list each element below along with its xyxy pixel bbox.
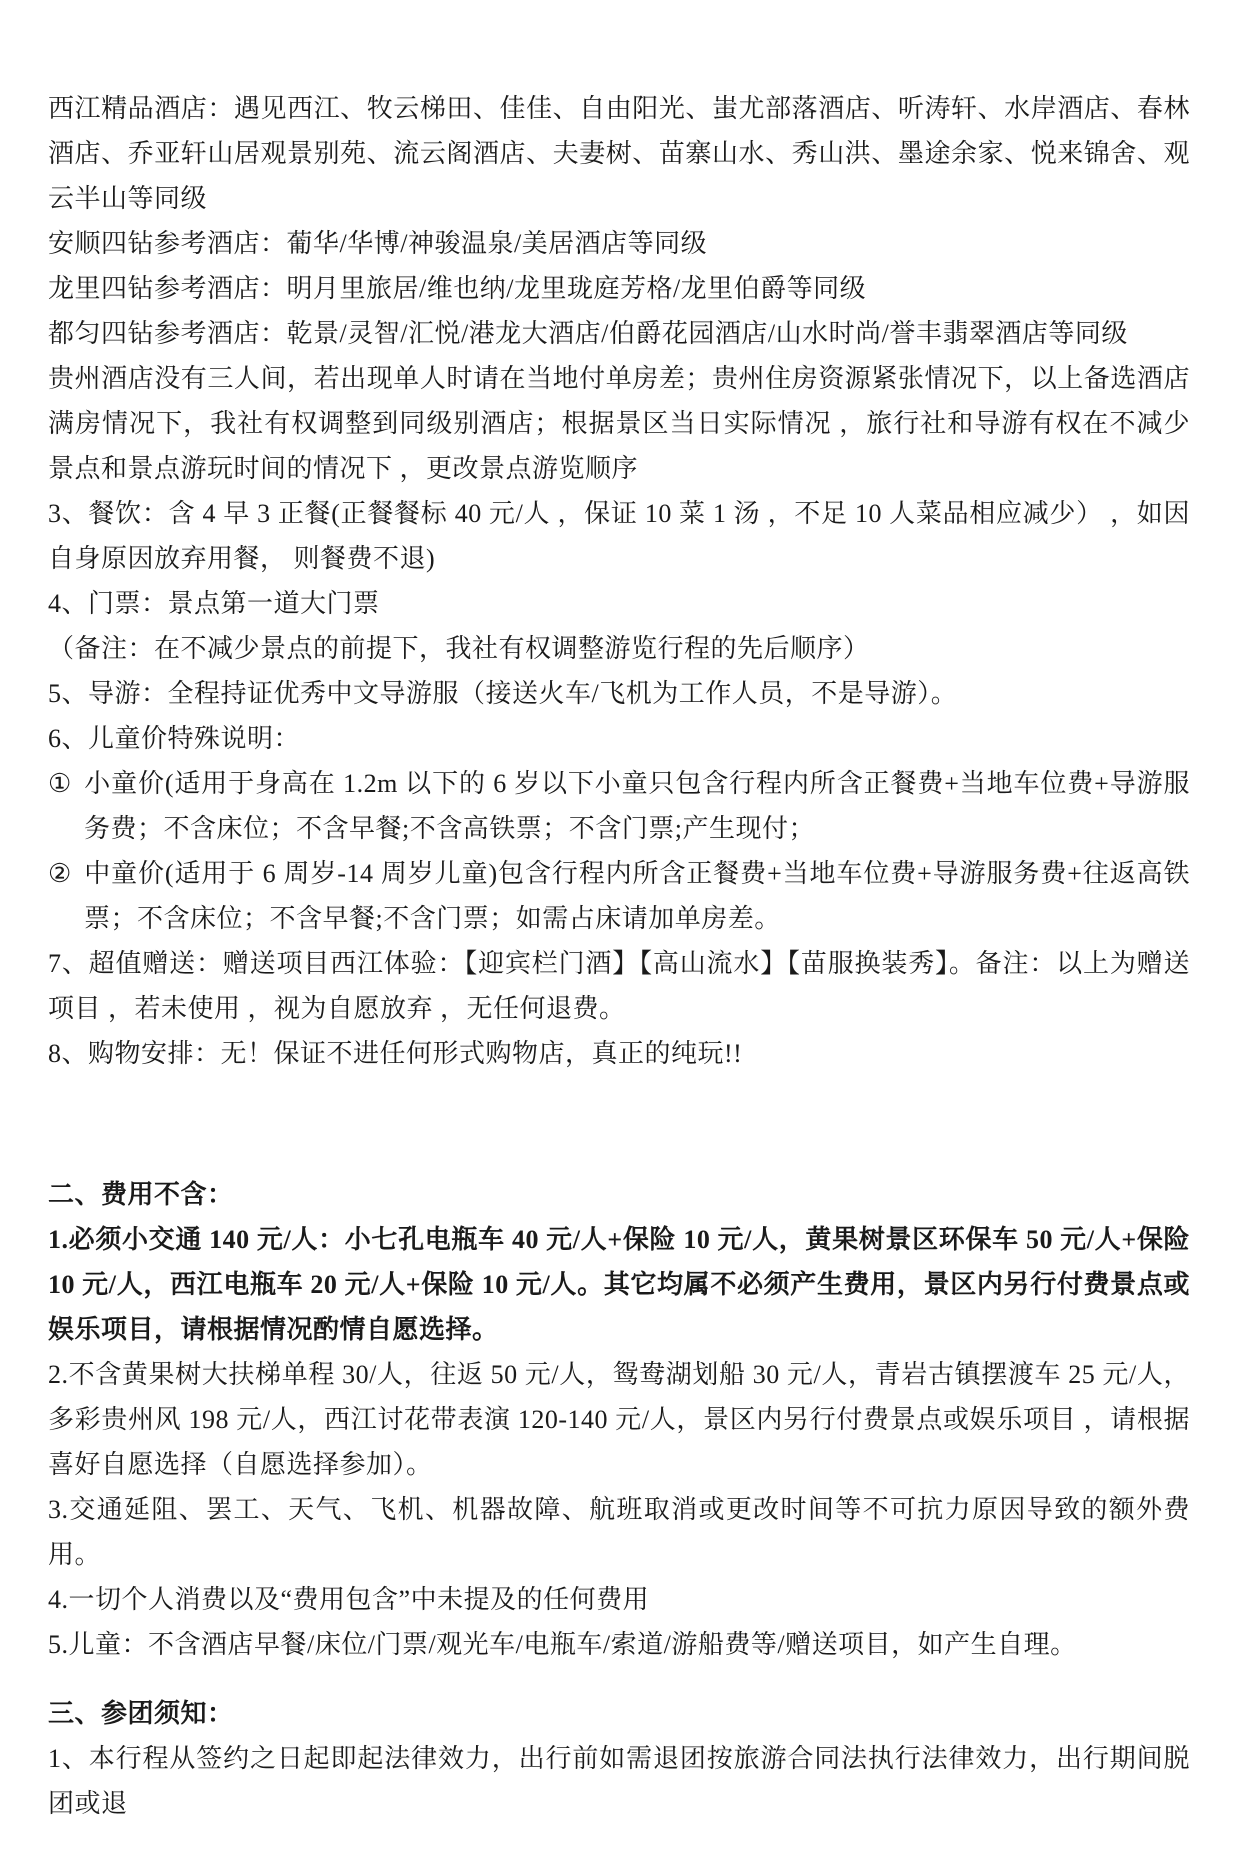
cost-exclude-item-1: 1.必须小交通 140 元/人：小七孔电瓶车 40 元/人+保险 10 元/人，黄果树景区环保车 50 元/人+保险 10 元/人，西江电瓶车 20 元/人+保险 10 元/人。其它均属不必须产生费用，景区内另行付费景点或娱乐项目，请根据情况酌情自愿选择。 xyxy=(48,1225,1190,1344)
tickets-note: （备注：在不减少景点的前提下，我社有权调整游览行程的先后顺序） xyxy=(48,634,870,663)
tickets-item: 4、门票：景点第一道大门票 xyxy=(48,589,380,618)
cost-exclude-title: 二、费用不含： xyxy=(48,1180,234,1209)
join-notice-item-1: 1、本行程从签约之日起即起法律效力，出行前如需退团按旅游合同法执行法律效力，出行期间脱团或退 xyxy=(48,1744,1190,1818)
guide-item: 5、导游：全程持证优秀中文导游服（接送火车/飞机为工作人员，不是导游）。 xyxy=(48,679,958,708)
cost-include-section xyxy=(48,86,1190,1076)
hotel-list-xijiang: 西江精品酒店：遇见西江、牧云梯田、佳佳、自由阳光、蚩尤部落酒店、听涛轩、水岸酒店、春林酒店、乔亚轩山居观景别苑、流云阁酒店、夫妻树、苗寨山水、秀山洪、墨途余家、悦来锦舍、观云半山等同级 xyxy=(48,94,1190,213)
circled-one-marker: ① xyxy=(48,769,73,798)
hotel-list-duyun: 都匀四钻参考酒店：乾景/灵智/汇悦/港龙大酒店/伯爵花园酒店/山水时尚/誉丰翡翠酒店等同级 xyxy=(48,319,1128,348)
child-price-item-small xyxy=(48,761,1190,851)
child-price-item-small-text: 小童价(适用于身高在 1.2m 以下的 6 岁以下小童只包含行程内所含正餐费+当地车位费+导游服务费；不含床位；不含早餐;不含高铁票；不含门票;产生现付； xyxy=(84,769,1190,843)
child-price-item-middle xyxy=(48,851,1190,941)
cost-exclude-item-4: 4.一切个人消费以及“费用包含”中未提及的任何费用 xyxy=(48,1585,650,1614)
gift-item: 7、超值赠送：赠送项目西江体验：【迎宾栏门酒】【高山流水】【苗服换装秀】。备注：以上为赠送项目 ，若未使用 ，视为自愿放弃 ，无任何退费。 xyxy=(48,949,1190,1023)
child-price-item-middle-text: 中童价(适用于 6 周岁-14 周岁儿童)包含行程内所含正餐费+当地车位费+导游服务费+往返高铁票；不含床位；不含早餐;不含门票；如需占床请加单房差。 xyxy=(84,859,1190,933)
shopping-item: 8、购物安排：无！保证不进任何形式购物店，真正的纯玩!! xyxy=(48,1039,743,1068)
hotel-list-anshun: 安顺四钻参考酒店：葡华/华博/神骏温泉/美居酒店等同级 xyxy=(48,229,708,258)
hotel-adjustment-note: 贵州酒店没有三人间，若出现单人时请在当地付单房差；贵州住房资源紧张情况下，以上备选酒店满房情况下，我社有权调整到同级别酒店；根据景区当日实际情况 ，旅行社和导游有权在不减少景点和景点游玩时间的情况下 ，更改景点游览顺序 xyxy=(48,364,1190,483)
cost-exclude-item-5: 5.儿童：不含酒店早餐/床位/门票/观光车/电瓶车/索道/游船费等/赠送项目，如产生自理。 xyxy=(48,1630,1077,1659)
cost-exclude-item-2: 2.不含黄果树大扶梯单程 30/人，往返 50 元/人，鸳鸯湖划船 30 元/人，青岩古镇摆渡车 25 元/人，多彩贵州风 198 元/人，西江讨花带表演 120-140 元/人，景区内另行付费景点或娱乐项目 ，请根据喜好自愿选择（自愿选择参加）。 xyxy=(48,1360,1190,1479)
child-price-title: 6、儿童价特殊说明： xyxy=(48,724,301,753)
join-notice-section xyxy=(48,1691,1190,1826)
circled-two-marker: ② xyxy=(48,859,73,888)
cost-exclude-item-3: 3.交通延阻、罢工、天气、飞机、机器故障、航班取消或更改时间等不可抗力原因导致的额外费用。 xyxy=(48,1495,1190,1569)
hotel-list-longli: 龙里四钻参考酒店：明月里旅居/维也纳/龙里珑庭芳格/龙里伯爵等同级 xyxy=(48,274,867,303)
meals-item: 3、餐饮：含 4 早 3 正餐(正餐餐标 40 元/人 ，保证 10 菜 1 汤 ，不足 10 人菜品相应减少） ，如因自身原因放弃用餐， 则餐费不退) xyxy=(48,499,1190,573)
cost-exclude-section xyxy=(48,1172,1190,1667)
join-notice-title: 三、参团须知： xyxy=(48,1699,234,1728)
